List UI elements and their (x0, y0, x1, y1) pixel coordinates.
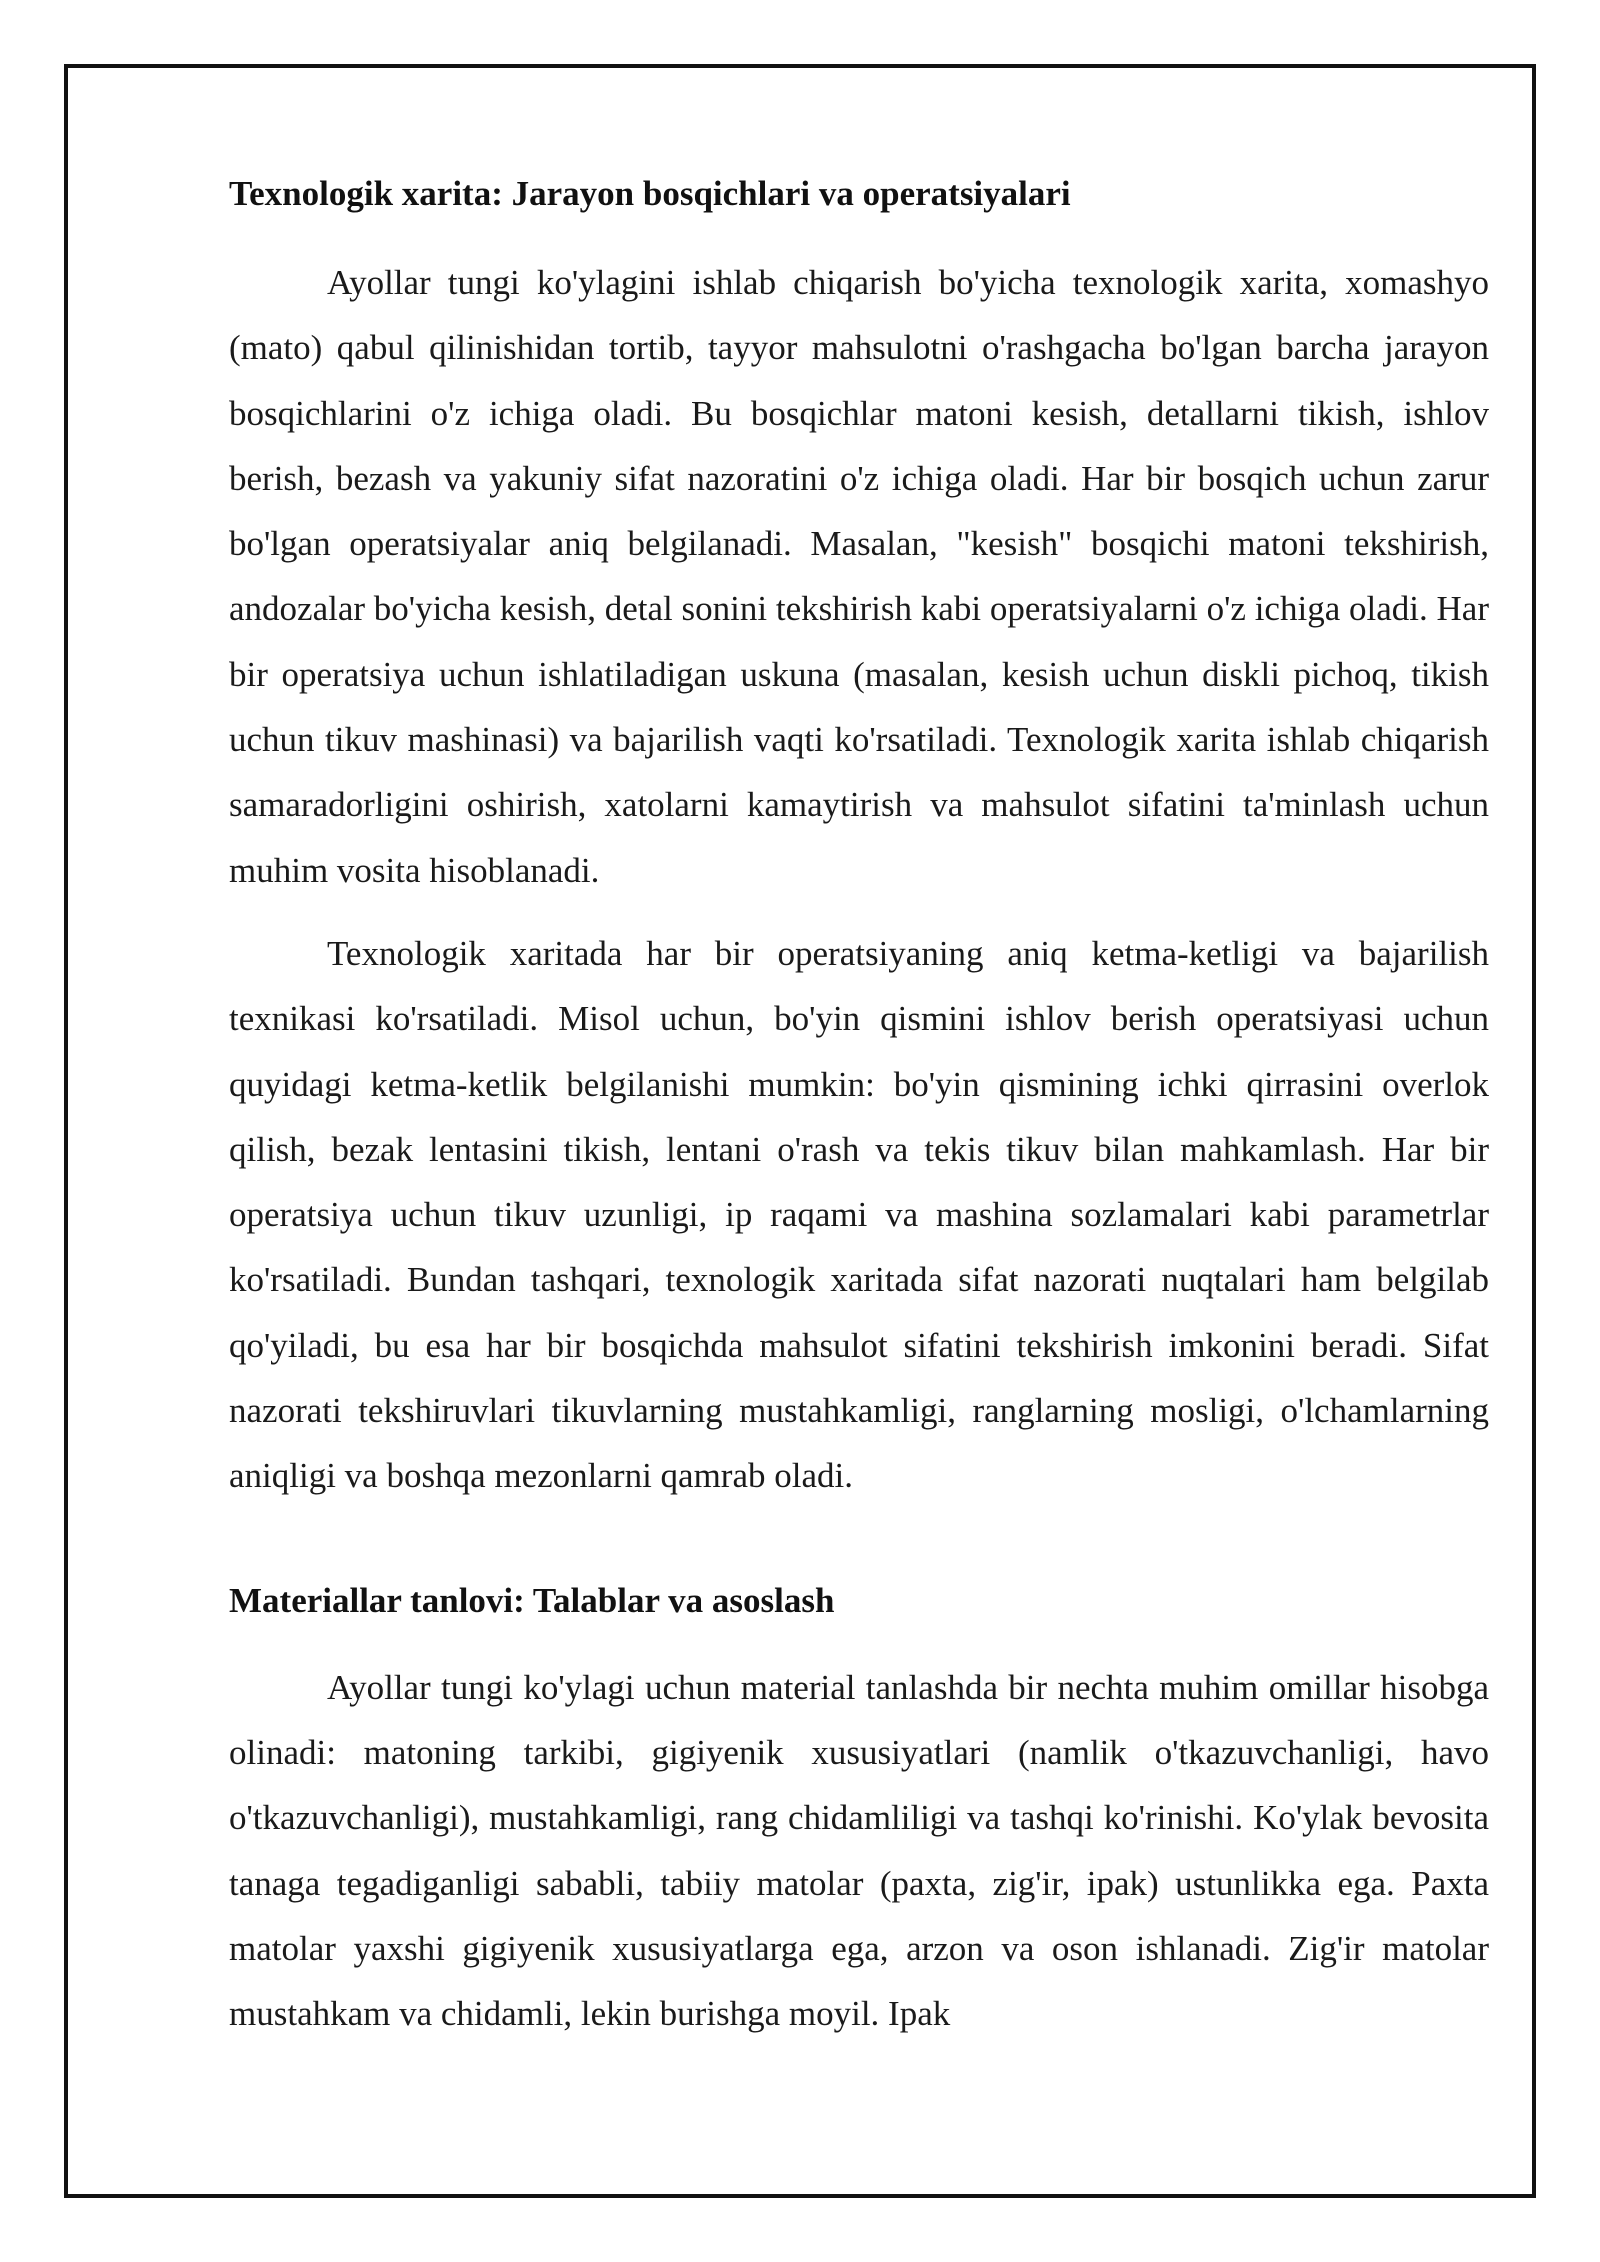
paragraph-technological-map-1: Ayollar tungi ko'ylagini ishlab chiqarish bo'yicha texnologik xarita, xomashyo (mato) qabul qilinishidan tortib, tayyor mahsulotni o'rashgacha bo'lgan barcha jarayon bosqichlarini o'z ichiga oladi. Bu bosqichlar matoni kesish, detallarni tikish, ishlov berish, bezash va yakuniy sifat nazoratini o'z ichiga oladi. Har bir bosqich uchun zarur bo'lgan operatsiyalar aniq belgilanadi. Masalan, "kesish" bosqichi matoni tekshirish, andozalar bo'yicha kesish, detal sonini tekshirish kabi operatsiyalarni o'z ichiga oladi. Har bir operatsiya uchun ishlatiladigan uskuna (masalan, kesish uchun diskli pichoq, tikish uchun tikuv mashinasi) va bajarilish vaqti ko'rsatiladi. Texnologik xarita ishlab chiqarish samaradorligini oshirish, xatolarni kamaytirish va mahsulot sifatini ta'minlash uchun muhim vosita hisoblanadi. (229, 263, 1489, 890)
section-heading-materials-selection: Materiallar tanlovi: Talablar va asoslash (229, 1580, 835, 1620)
paragraph-technological-map-2: Texnologik xaritada har bir operatsiyaning aniq ketma-ketligi va bajarilish texnikasi ko'rsatiladi. Misol uchun, bo'yin qismini ishlov berish operatsiyasi uchun quyidagi ketma-ketlik belgilanishi mumkin: bo'yin qismining ichki qirrasini overlok qilish, bezak lentasini tikish, lentani o'rash va tekis tikuv bilan mahkamlash. Har bir operatsiya uchun tikuv uzunligi, ip raqami va mashina sozlamalari kabi parametrlar ko'rsatiladi. Bundan tashqari, texnologik xaritada sifat nazorati nuqtalari ham belgilab qo'yiladi, bu esa har bir bosqichda mahsulot sifatini tekshirish imkonini beradi. Sifat nazorati tekshiruvlari tikuvlarning mustahkamligi, ranglarning mosligi, o'lchamlarning aniqligi va boshqa mezonlarni qamrab oladi. (229, 933, 1489, 1496)
section-heading-technological-map: Texnologik xarita: Jarayon bosqichlari va operatsiyalari (229, 174, 1071, 213)
document-body (229, 172, 1489, 2064)
paragraph-materials-selection-1: Ayollar tungi ko'ylagi uchun material tanlashda bir nechta muhim omillar hisobga olinadi: matoning tarkibi, gigiyenik xususiyatlari (namlik o'tkazuvchanligi, havo o'tkazuvchanligi), mustahkamligi, rang chidamliligi va tashqi ko'rinishi. Ko'ylak bevosita tanaga tegadiganligi sababli, tabiiy matolar (paxta, zig'ir, ipak) ustunlikka ega. Paxta matolar yaxshi gigiyenik xususiyatlarga ega, arzon va oson ishlanadi. Zig'ir matolar mustahkam va chidamli, lekin burishga moyil. Ipak (229, 1667, 1489, 2034)
